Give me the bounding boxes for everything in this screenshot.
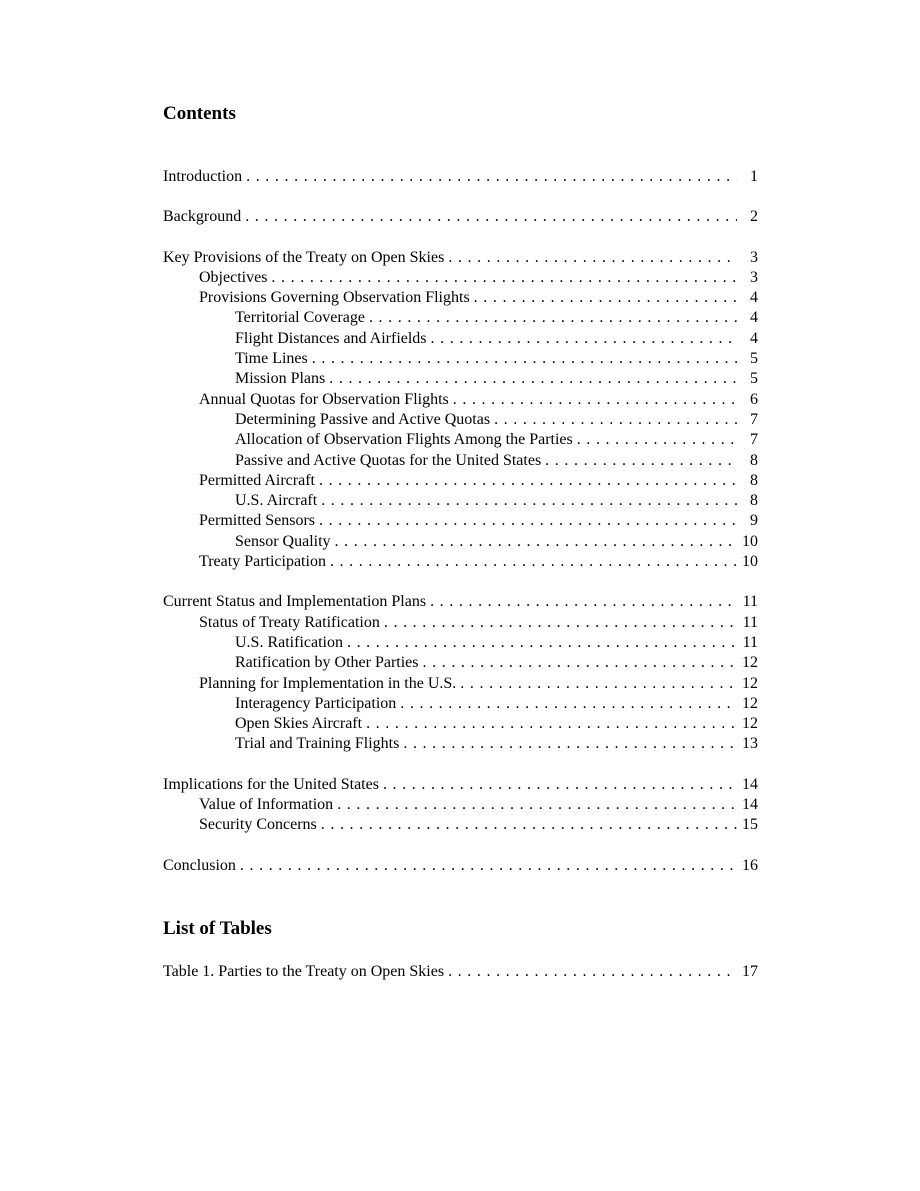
entry-title: Provisions Governing Observation Flights xyxy=(199,289,470,307)
page-number: 14 xyxy=(742,775,758,793)
dot-leader xyxy=(384,613,737,633)
toc-entry[interactable] xyxy=(163,329,758,349)
dot-leader xyxy=(400,694,737,714)
dot-leader xyxy=(474,288,737,308)
entry-title: Mission Plans xyxy=(235,370,326,388)
page-number: 8 xyxy=(750,471,758,489)
dot-leader xyxy=(246,167,737,187)
dot-leader xyxy=(460,674,737,694)
list-of-tables xyxy=(163,962,758,982)
page-number: 1 xyxy=(750,168,758,185)
page-number: 7 xyxy=(750,431,758,449)
entry-title: Permitted Aircraft xyxy=(199,471,315,489)
toc-entry[interactable] xyxy=(163,491,758,511)
page-number: 10 xyxy=(742,532,758,550)
entry-title: Introduction xyxy=(163,168,243,185)
toc-entry[interactable] xyxy=(163,775,758,795)
page-number: 9 xyxy=(750,512,758,530)
entry-title: Passive and Active Quotas for the United States xyxy=(235,451,542,469)
page-number: 15 xyxy=(742,816,758,834)
entry-title: Objectives xyxy=(199,268,268,286)
entry-title: Allocation of Observation Flights Among the Parties xyxy=(235,431,573,449)
toc-entry[interactable] xyxy=(163,694,758,714)
dot-leader xyxy=(312,349,737,369)
page-number: 8 xyxy=(750,451,758,469)
contents-heading: Contents xyxy=(163,103,236,124)
page-number: 14 xyxy=(742,796,758,814)
entry-title: Territorial Coverage xyxy=(235,309,365,327)
toc-entry[interactable] xyxy=(163,288,758,308)
entry-title: Permitted Sensors xyxy=(199,512,315,530)
entry-title: Status of Treaty Ratification xyxy=(199,613,380,631)
entry-title: Background xyxy=(163,208,242,226)
toc-entry[interactable] xyxy=(163,734,758,754)
toc-entry[interactable] xyxy=(163,268,758,288)
dot-leader xyxy=(319,471,737,491)
toc-entry[interactable] xyxy=(163,532,758,552)
dot-leader xyxy=(347,633,737,653)
dot-leader xyxy=(494,410,737,430)
entry-title: Treaty Participation xyxy=(199,553,326,571)
page-number: 11 xyxy=(742,593,758,611)
page-number: 7 xyxy=(750,410,758,428)
page-number: 16 xyxy=(742,856,758,874)
dot-leader xyxy=(245,207,737,227)
toc-entry[interactable] xyxy=(163,451,758,471)
page-number: 4 xyxy=(750,329,758,347)
page-number: 3 xyxy=(750,248,758,266)
toc-entry[interactable] xyxy=(163,856,758,876)
entry-title: Annual Quotas for Observation Flights xyxy=(199,390,449,408)
toc-entry[interactable] xyxy=(163,511,758,531)
page-number: 10 xyxy=(742,553,758,571)
entry-title: Table 1. Parties to the Treaty on Open Skies xyxy=(163,963,445,980)
page-number: 8 xyxy=(750,492,758,510)
entry-title: Flight Distances and Airfields xyxy=(235,329,427,347)
toc-entry[interactable] xyxy=(163,633,758,653)
toc-entry[interactable] xyxy=(163,552,758,572)
dot-leader xyxy=(319,511,737,531)
page-number: 5 xyxy=(750,370,758,388)
toc-entry[interactable] xyxy=(163,795,758,815)
toc-entry[interactable] xyxy=(163,471,758,491)
toc-entry[interactable] xyxy=(163,308,758,328)
dot-leader xyxy=(545,451,737,471)
dot-leader xyxy=(369,308,737,328)
dot-leader xyxy=(240,856,737,876)
toc-entry[interactable] xyxy=(163,653,758,673)
page-number: 11 xyxy=(742,633,758,651)
entry-title: Security Concerns xyxy=(199,816,317,834)
dot-leader xyxy=(337,795,737,815)
page-number: 4 xyxy=(750,289,758,307)
dot-leader xyxy=(577,430,737,450)
entry-title: Key Provisions of the Treaty on Open Skies xyxy=(163,248,445,266)
page-number: 5 xyxy=(750,350,758,368)
toc-entry[interactable] xyxy=(163,369,758,389)
page-number: 6 xyxy=(750,390,758,408)
table-list-entry[interactable] xyxy=(163,962,758,982)
dot-leader xyxy=(366,714,737,734)
dot-leader xyxy=(431,329,737,349)
toc-entry[interactable] xyxy=(163,714,758,734)
toc-entry[interactable] xyxy=(163,349,758,369)
page-number: 3 xyxy=(750,268,758,286)
page-number: 12 xyxy=(742,654,758,672)
toc-entry[interactable] xyxy=(163,592,758,612)
toc-entry[interactable] xyxy=(163,207,758,227)
page-number: 2 xyxy=(750,208,758,226)
page-number: 13 xyxy=(742,735,758,753)
toc-entry[interactable] xyxy=(163,390,758,410)
dot-leader xyxy=(330,552,737,572)
page-number: 12 xyxy=(742,715,758,733)
dot-leader xyxy=(448,962,737,982)
entry-title: Conclusion xyxy=(163,856,236,874)
page-number: 4 xyxy=(750,309,758,327)
toc-entry[interactable] xyxy=(163,430,758,450)
entry-title: Implications for the United States xyxy=(163,775,379,793)
dot-leader xyxy=(335,532,737,552)
entry-title: Planning for Implementation in the U.S. xyxy=(199,674,457,692)
list-of-tables-heading: List of Tables xyxy=(163,918,272,939)
dot-leader xyxy=(383,775,737,795)
entry-title: Time Lines xyxy=(235,350,308,368)
entry-title: Current Status and Implementation Plans xyxy=(163,593,427,611)
dot-leader xyxy=(329,369,737,389)
page-number: 17 xyxy=(742,963,758,980)
entry-title: Interagency Participation xyxy=(235,694,397,712)
entry-title: Determining Passive and Active Quotas xyxy=(235,410,491,428)
entry-title: Value of Information xyxy=(199,796,334,814)
table-of-contents xyxy=(163,167,758,876)
toc-entry[interactable] xyxy=(163,613,758,633)
toc-entry[interactable] xyxy=(163,674,758,694)
entry-title: U.S. Ratification xyxy=(235,633,343,651)
toc-entry[interactable] xyxy=(163,410,758,430)
dot-leader xyxy=(321,815,737,835)
toc-entry[interactable] xyxy=(163,167,758,187)
entry-title: Trial and Training Flights xyxy=(235,735,400,753)
dot-leader xyxy=(448,248,737,268)
page-number: 11 xyxy=(742,613,758,631)
dot-leader xyxy=(453,390,737,410)
entry-title: Open Skies Aircraft xyxy=(235,715,363,733)
toc-entry[interactable] xyxy=(163,248,758,268)
page-number: 12 xyxy=(742,694,758,712)
entry-title: Sensor Quality xyxy=(235,532,331,550)
dot-leader xyxy=(271,268,737,288)
dot-leader xyxy=(423,653,737,673)
entry-title: U.S. Aircraft xyxy=(235,492,318,510)
entry-title: Ratification by Other Parties xyxy=(235,654,419,672)
page-number: 12 xyxy=(742,674,758,692)
dot-leader xyxy=(430,592,737,612)
dot-leader xyxy=(403,734,737,754)
dot-leader xyxy=(321,491,737,511)
toc-entry[interactable] xyxy=(163,815,758,835)
